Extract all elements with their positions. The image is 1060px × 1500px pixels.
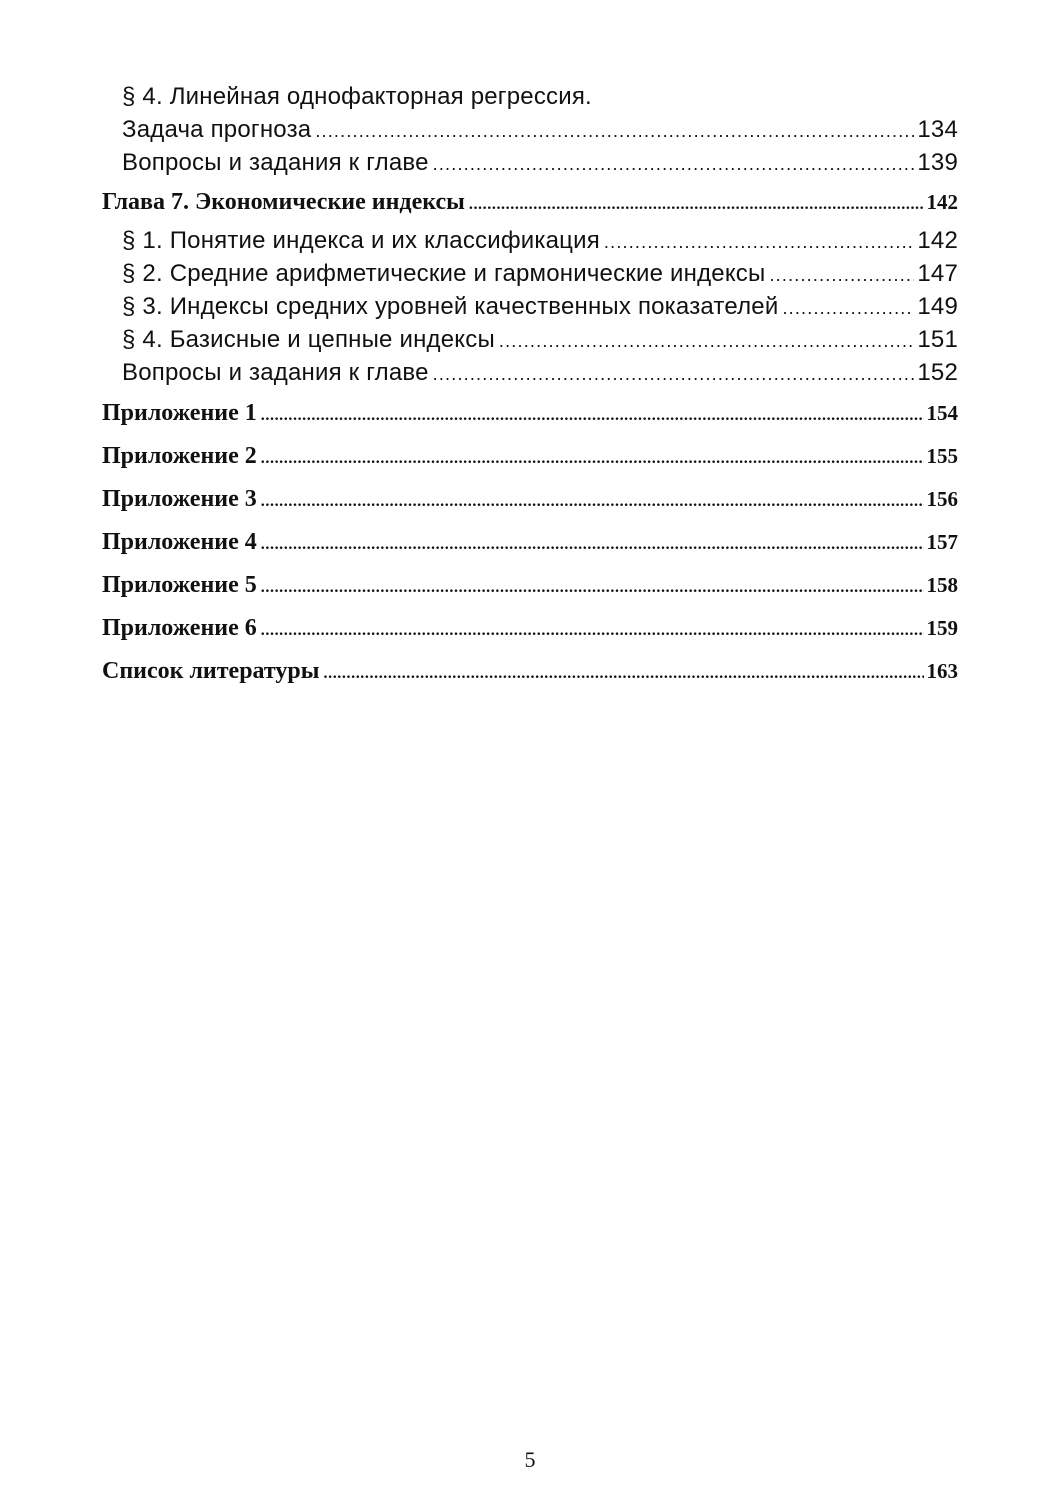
toc-chapter-label: Список литературы <box>102 658 320 684</box>
dot-leader <box>324 650 924 695</box>
toc-entry-label: Вопросы и задания к главе <box>122 359 429 386</box>
toc-appendix-6[interactable] <box>102 607 958 650</box>
toc-chapter-7[interactable] <box>102 181 958 224</box>
dot-leader <box>261 392 924 437</box>
toc-entry-label: Задача прогноза <box>122 116 312 143</box>
dot-leader <box>769 257 914 292</box>
toc-references[interactable] <box>102 650 958 693</box>
toc-entry-page: 139 <box>917 149 958 176</box>
toc-chapter-page: 159 <box>926 616 958 640</box>
toc-entry-label: Вопросы и задания к главе <box>122 149 429 176</box>
toc-chapter-page: 158 <box>926 573 958 597</box>
toc-entry-ch6-questions[interactable] <box>102 146 958 179</box>
dot-leader <box>261 478 924 523</box>
toc-appendix-1[interactable] <box>102 392 958 435</box>
dot-leader <box>261 521 924 566</box>
toc-entry-ch7-s4[interactable] <box>102 323 958 356</box>
dot-leader <box>469 181 924 226</box>
toc-entry-ch7-s2[interactable] <box>102 257 958 290</box>
toc-chapter-label: Приложение 2 <box>102 443 257 469</box>
dot-leader <box>315 113 914 148</box>
toc-entry-page: 147 <box>917 260 958 287</box>
toc-entry-page: 149 <box>917 293 958 320</box>
dot-leader <box>433 356 915 391</box>
toc-entry-ch7-s3[interactable] <box>102 290 958 323</box>
dot-leader <box>261 564 924 609</box>
dot-leader <box>499 323 914 358</box>
toc-chapter-page: 163 <box>926 659 958 683</box>
dot-leader <box>261 435 924 480</box>
toc-chapter-label: Приложение 1 <box>102 400 257 426</box>
toc-entry-ch7-s1[interactable] <box>102 224 958 257</box>
toc-entry-page: 152 <box>917 359 958 386</box>
dot-leader <box>604 224 914 259</box>
toc-entry-ch7-questions[interactable] <box>102 356 958 389</box>
toc-chapter-page: 142 <box>926 190 958 214</box>
toc-chapter-label: Приложение 5 <box>102 572 257 598</box>
toc-chapter-label: Приложение 3 <box>102 486 257 512</box>
toc-entry-page: 134 <box>917 116 958 143</box>
toc-appendix-5[interactable] <box>102 564 958 607</box>
toc-appendix-2[interactable] <box>102 435 958 478</box>
toc-chapter-label: Приложение 4 <box>102 529 257 555</box>
toc-entry-label: § 2. Средние арифметические и гармонические индексы <box>122 260 766 287</box>
toc-entry-regression-title <box>102 80 958 113</box>
toc-entry-label: § 1. Понятие индекса и их классификация <box>122 227 600 254</box>
toc-entry-forecast-task[interactable] <box>102 113 958 146</box>
toc-entry-page: 142 <box>917 227 958 254</box>
toc-entry-label: § 3. Индексы средних уровней качественных показателей <box>122 293 779 320</box>
dot-leader <box>433 146 915 181</box>
dot-leader <box>782 290 914 325</box>
toc-appendix-4[interactable] <box>102 521 958 564</box>
toc-chapter-page: 157 <box>926 530 958 554</box>
toc-entry-page: 151 <box>917 326 958 353</box>
page-number: 5 <box>524 1447 536 1472</box>
toc-appendix-3[interactable] <box>102 478 958 521</box>
toc-chapter-page: 154 <box>926 401 958 425</box>
dot-leader <box>261 607 924 652</box>
toc-chapter-page: 155 <box>926 444 958 468</box>
table-of-contents <box>102 80 958 693</box>
toc-chapter-label: Глава 7. Экономические индексы <box>102 189 465 215</box>
toc-chapter-page: 156 <box>926 487 958 511</box>
toc-chapter-label: Приложение 6 <box>102 615 257 641</box>
toc-entry-label: § 4. Базисные и цепные индексы <box>122 326 495 353</box>
toc-entry-label: § 4. Линейная однофакторная регрессия. <box>122 83 592 110</box>
